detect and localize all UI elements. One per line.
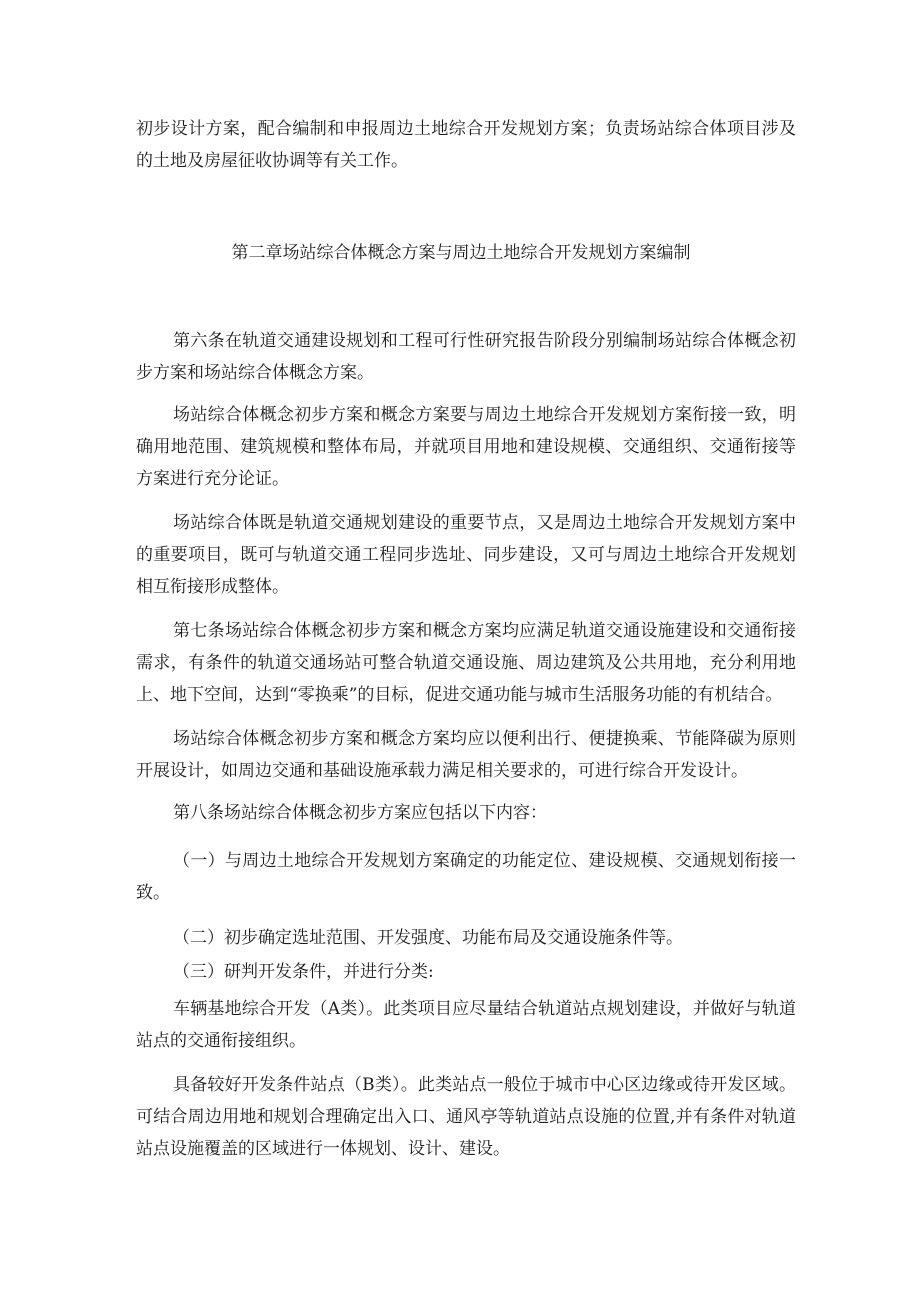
article-6-paragraph: 第六条在轨道交通建设规划和工程可行性研究报告阶段分别编制场站综合体概念初步方案和场站综合体概念方案。 <box>136 331 796 383</box>
category-b-paragraph: 具备较好开发条件站点（B类）。此类站点一般位于城市中心区边缘或待开发区域。可结合周边用地和规划合理确定出入口、通风亭等轨道站点设施的位置,并有条件对轨道站点设施覆盖的区域进行一体规划、设计、建设。 <box>136 1075 796 1159</box>
list-item-1: （一）与周边土地综合开发规划方案确定的功能定位、建设规模、交通规划衔接一致。 <box>136 851 796 903</box>
paragraph-station-node: 场站综合体既是轨道交通规划建设的重要节点，又是周边土地综合开发规划方案中的重要项目，既可与轨道交通工程同步选址、同步建设，又可与周边土地综合开发规划相互衔接形成整体。 <box>136 513 796 597</box>
list-item-3: （三）研判开发条件，并进行分类: <box>173 962 434 982</box>
paragraph-concept-plan: 场站综合体概念初步方案和概念方案要与周边土地综合开发规划方案衔接一致，明确用地范围、建筑规模和整体布局，并就项目用地和建设规模、交通组织、交通衔接等方案进行充分论证。 <box>136 405 796 489</box>
category-a-paragraph: 车辆基地综合开发（A类）。此类项目应尽量结合轨道站点规划建设，并做好与轨道站点的交通衔接组织。 <box>136 999 796 1051</box>
paragraph-design-principles: 场站综合体概念初步方案和概念方案均应以便利出行、便捷换乘、节能降碳为原则开展设计，如周边交通和基础设施承载力满足相关要求的，可进行综合开发设计。 <box>136 729 796 781</box>
list-item-2: （二）初步确定选址范围、开发强度、功能布局及交通设施条件等。 <box>173 928 683 948</box>
article-8-paragraph: 第八条场站综合体概念初步方案应包括以下内容： <box>173 803 547 823</box>
chapter-title: 第二章场站综合体概念方案与周边土地综合开发规划方案编制 <box>231 243 691 263</box>
continuation-paragraph: 初步设计方案，配合编制和申报周边土地综合开发规划方案；负责场站综合体项目涉及的土地及房屋征收协调等有关工作。 <box>136 119 796 171</box>
article-7-paragraph: 第七条场站综合体概念初步方案和概念方案均应满足轨道交通设施建设和交通衔接需求，有条件的轨道交通场站可整合轨道交通设施、周边建筑及公共用地，充分利用地上、地下空间，达到“零换乘”的目标，促进交通功能与城市生活服务功能的有机结合。 <box>136 621 796 705</box>
